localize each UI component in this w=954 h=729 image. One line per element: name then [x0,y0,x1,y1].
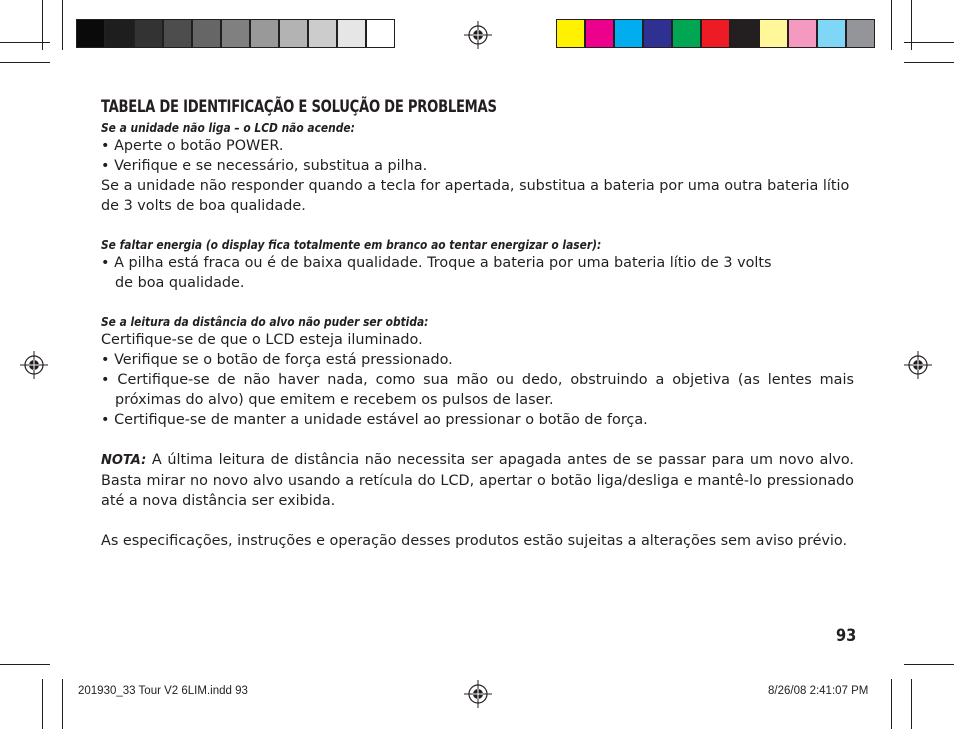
color-swatch [366,19,395,48]
color-swatch [585,19,614,48]
crop-mark-bottom-right-v2 [891,679,892,729]
color-swatch [556,19,585,48]
registration-target-icon [464,21,492,49]
note-text: A última leitura de distância não necessita ser apagada antes de se passar para um novo alvo. Basta mirar no novo alvo usando a retícula do LCD, apertar o botão liga/desliga e mantê-lo pressionado até a nova distância ser exibida. [101,452,854,509]
color-swatch [672,19,701,48]
page-title: TABELA DE IDENTIFICAÇÃO E SOLUÇÃO DE PROBLEMAS [101,97,497,117]
disclaimer: As especificações, instruções e operação desses produtos estão sujeitas a alterações sem aviso prévio. [101,533,848,549]
color-swatch [308,19,337,48]
color-swatch [730,19,759,48]
list-item: • Aperte o botão POWER. [101,138,284,154]
crop-mark-top-left-v2 [62,0,63,50]
paragraph: Se a unidade não responder quando a tecla for apertada, substitua a bateria por uma outra bateria lítio de 3 volts de boa qualidade. [101,178,850,214]
crop-mark-top-right-v2 [891,0,892,50]
list-item: • Verifique se o botão de força está pressionado. [101,352,453,368]
crop-mark-bottom-right-v [911,679,912,729]
note-label: NOTA: [101,453,147,468]
crop-mark-top-right-h2 [904,62,954,63]
color-swatch [701,19,730,48]
crop-mark-bottom-left-v [42,679,43,729]
color-swatch [759,19,788,48]
color-swatch [846,19,875,48]
slug-file-name: 201930_33 Tour V2 6LIM.indd 93 [78,685,248,697]
list-item: • Verifique e se necessário, substitua a pilha. [101,158,428,174]
crop-mark-bottom-right-h [904,664,954,665]
registration-target-icon [464,680,492,708]
list-item: • Certifique-se de não haver nada, como sua mão ou dedo, obstruindo a objetiva (as lentes mais próximas do alvo) que emitem e recebem os pulsos de laser. [101,372,854,408]
page-number: 93 [836,626,857,646]
slug-timestamp: 8/26/08 2:41:07 PM [768,685,869,697]
crop-mark-top-left-h2 [0,62,50,63]
color-swatch [337,19,366,48]
crop-mark-bottom-left-h [0,664,50,665]
color-swatch [614,19,643,48]
page-content [101,95,854,551]
color-swatch [788,19,817,48]
color-swatch [163,19,192,48]
paragraph: Certifique-se de que o LCD esteja iluminado. [101,332,423,348]
list-item-continuation: de boa qualidade. [115,275,245,291]
section-heading-no-reading: Se a leitura da distância do alvo não puder ser obtida: [101,314,429,329]
registration-target-icon [20,351,48,379]
crop-mark-top-left-v [42,0,43,50]
color-swatch [76,19,105,48]
color-swatch [643,19,672,48]
color-swatch [250,19,279,48]
registration-target-icon [904,351,932,379]
color-swatch [105,19,134,48]
list-item: • Certifique-se de manter a unidade estável ao pressionar o botão de força. [101,412,648,428]
note-paragraph [101,450,854,511]
crop-mark-bottom-left-v2 [62,679,63,729]
section-heading-no-power: Se a unidade não liga – o LCD não acende: [101,120,355,135]
color-swatch [134,19,163,48]
color-swatch [192,19,221,48]
section-heading-no-energy: Se faltar energia (o display fica totalmente em branco ao tentar energizar o laser): [101,237,602,252]
list-item: • A pilha está fraca ou é de baixa qualidade. Troque a bateria por uma bateria lítio de 3 volts [101,255,772,271]
color-swatch [279,19,308,48]
color-swatch [817,19,846,48]
crop-mark-top-right-v [911,0,912,50]
color-swatch [221,19,250,48]
